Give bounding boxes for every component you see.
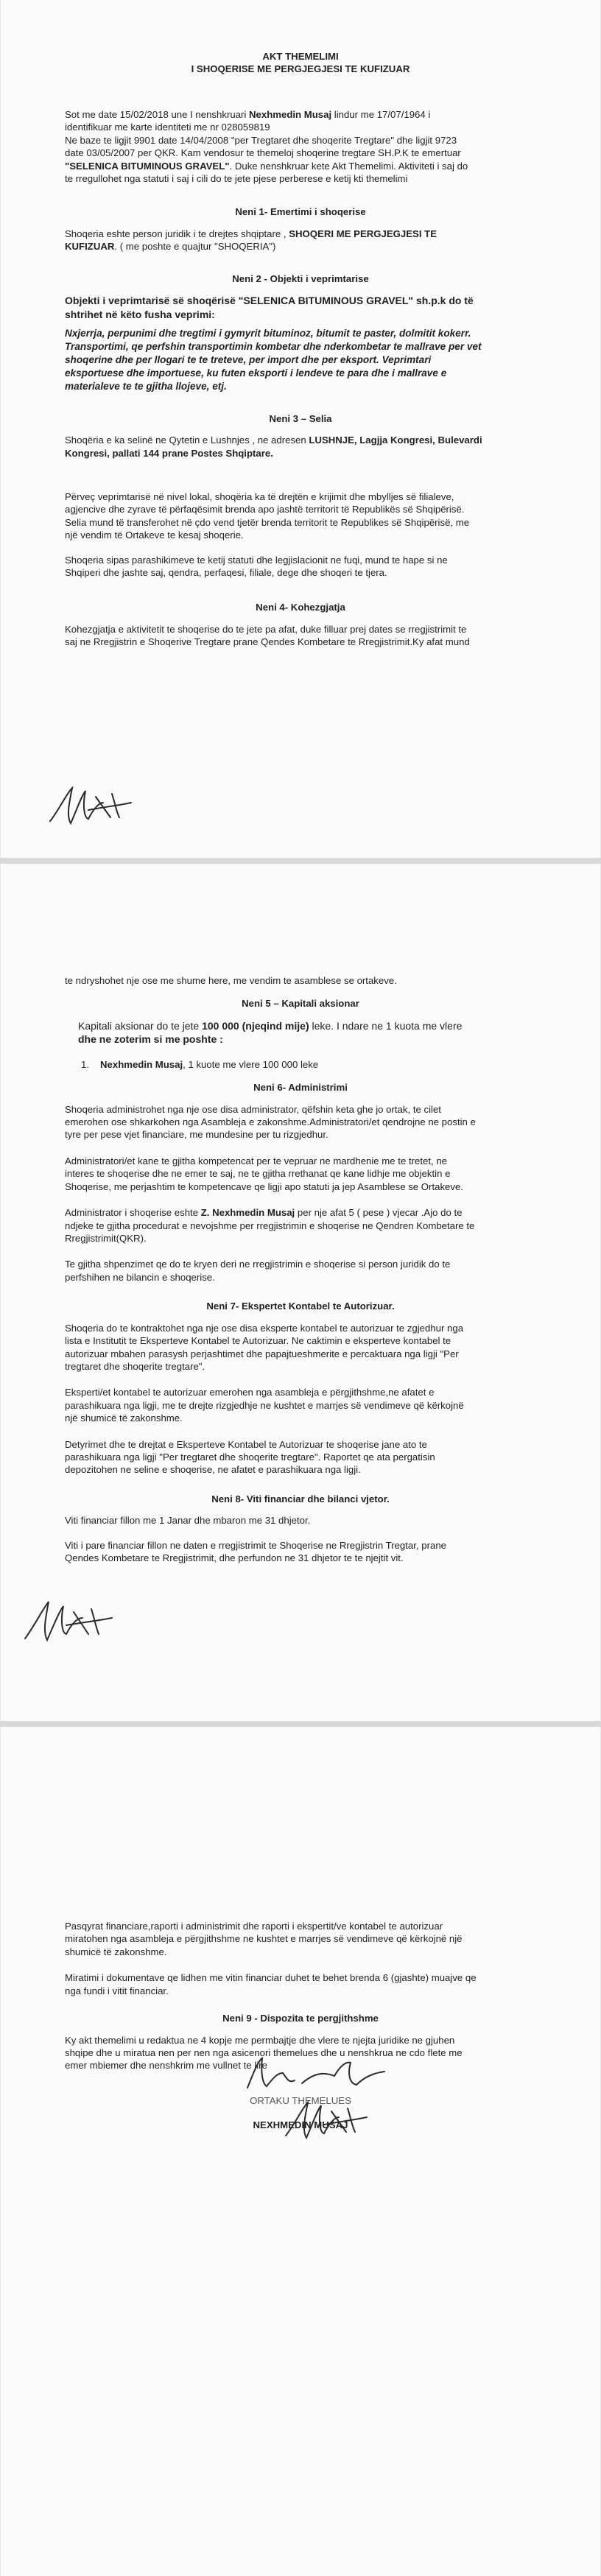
signature-label: ORTAKU THEMELUES — [250, 2094, 351, 2106]
article-7-heading: Neni 7- Ekspertet Kontabel te Autorizuar. — [206, 1301, 395, 1312]
handwritten-signature — [44, 781, 140, 835]
article-2-text: Objekti i veprimtarisë së shoqërisë "SELENICA BITUMINOUS GRAVEL" sh.p.k do të shtrihet në këto fusha veprimi: — [65, 295, 474, 320]
article-3-heading: Neni 3 – Selia — [269, 412, 332, 424]
signatory-name: NEXHMEDIN MUSAJ — [253, 2119, 348, 2131]
intro-paragraph: Sot me date 15/02/2018 une I nenshkruari Nexhmedin Musaj lindur me 17/07/1964 i identifikuar me karte identiteti me nr 028059819 Ne baze te ligjit 9901 date 14/04/2008 "per Tregtaret dhe shoqerite Tregtare" dhe ligjit 9723 date 03/05/2007 per QKR. Kam vendosur te themeloj shoqerine tregtare SH.P.K te emertuar "SELENICA BITUMINOUS GRAVEL". Duke nenshkruar kete Akt Themelimi. Aktiviteti i saj do te rregullohet nga statuti i saj i cili do te jete pjese perberese e ketij kti themelimi — [65, 108, 468, 184]
document-page-2 — [0, 864, 601, 1721]
article-1-text: Shoqeria eshte person juridik i te drejtes shqiptare , SHOQERI ME PERGJEGJESI TE KUFIZUAR. ( me poshte e quajtur "SHOQERIA") — [65, 228, 437, 253]
article-3-address: Shoqëria e ka selinë ne Qytetin e Lushnjes , ne adresen LUSHNJE, Lagjja Kongresi, Bulevardi Kongresi, pallati 144 prane Postes Shqiptare. — [65, 434, 482, 459]
article-5-heading: Neni 5 – Kapitali aksionar — [242, 998, 359, 1010]
shareholder-list-item: 1. Nexhmedin Musaj, 1 kuote me vlere 100 000 leke — [81, 1058, 319, 1070]
article-4-continuation: te ndryshohet nje ose me shume here, me vendim te asamblese se ortakeve. — [65, 975, 397, 986]
article-7-p1: Shoqeria do te kontraktohet nga nje ose disa eksperte kontabel te autorizuar te zgjedhur nga lista e Institutit te Eksperteve Kontabel te Autorizuar. Ne caktimin e eksperteve kontabel te autorizuar mbahen parasysh perjashtimet dhe papajtueshmerite e percaktuara nga ligji "Per tregtaret dhe shoqerite tregtare". — [65, 1322, 464, 1372]
article-7-p2: Eksperti/et kontabel te autorizuar emerohen nga asambleja e përgjithshme,ne afatet e parashikuara nga ligji, me te drejte rizgjedhje ne kushtet e marrjes së vendimeve që kërkojnë një shumicë të zakonshme. — [65, 1387, 464, 1424]
article-8-p1: Viti financiar fillon me 1 Janar dhe mbaron me 31 dhjetor. — [65, 1515, 311, 1527]
article-6-p3: Administrator i shoqerise eshte Z. Nexhmedin Musaj per nje afat 5 ( pese ) vjecar .Ajo do te ndjeke te gjitha procedurat e nevojshme per rregjistrimin e shoqerise ne Qendren Kombetare te Rregjistrimit(QKR). — [65, 1207, 475, 1244]
article-6-heading: Neni 6- Administrimi — [253, 1082, 348, 1094]
article-3-branches: Përveç veprimtarisë në nivel lokal, shoqëria ka të drejtën e krijimit dhe mbylljes së filialeve, agjencive dhe zyrave të përfaqësimit brenda apo jashtë territorit të Republikës së Shqipërisë. Selia mund të transferohet në çdo vend tjetër brenda territorit te Republikes së Shqipërisë, me një vendim të Ortakeve te kesaj shoqerie. — [65, 490, 470, 541]
article-2-heading: Neni 2 - Objekti i veprimtarise — [232, 272, 369, 284]
article-8-p3: Pasqyrat financiare,raporti i administrimit dhe raporti i ekspertit/ve kontabel te autorizuar miratohen nga asambleja e përgjithshme ne kushtet e marrjes së vendimeve që kërkojnë një shumicë të zakonshme. — [65, 1921, 463, 1957]
article-3-offices: Shoqeria sipas parashikimeve te ketij statuti dhe legjislacionit ne fuqi, mund te hape si ne Shqiperi dhe jashte saj, qendra, perfaqesi, filiale, dege dhe shoqeri te tjera. — [65, 554, 448, 579]
founder-name: Nexhmedin Musaj — [249, 108, 332, 120]
article-2-activities: Nxjerrja, perpunimi dhe tregtimi i gymyrit bituminoz, bitumit te paster, dolmitit kokerr. Transportimi, qe perfshin transportimin kombetar dhe nderkombetar te mallrave per vet shoqerine dhe per llogari te te treteve, per import dhe per eksport. Veprimtari eksportuese dhe importuese, ku futen eksporti i lendeve te para dhe i mallrave e materialeve te te gjitha llojeve, etj. — [65, 328, 482, 392]
document-title: AKT THEMELIMI — [262, 51, 339, 62]
article-6-p1: Shoqeria administrohet nga nje ose disa administrator, qëfshin keta ghe jo ortak, te cilet emerohen ose shkarkohen nga Asambleja e zakonshme.Administratori/et qendrojne ne postin e tyre per pese vjet financiare, me mundesine per tu rizgjedhur. — [65, 1103, 476, 1141]
document-page-3 — [0, 1727, 601, 2576]
document-page-1 — [0, 0, 601, 858]
article-8-heading: Neni 8- Viti financiar dhe bilanci vjetor. — [211, 1493, 390, 1505]
article-6-p2: Administratori/et kane te gjitha kompetencat per te vepruar ne mardhenie me te tretet, ne interes te shoqerise dhe ne emer te saj, ne te gjitha rrethanat qe kane lidhje me objektin e Shoqerise, me perjashtim te kompetencave qe ligji apo statuti ja jep Asamblese se Ortakeve. — [65, 1155, 463, 1192]
article-8-p4: Miratimi i dokumentave qe lidhen me vitin financiar duhet te behet brenda 6 (gjashte) muajve qe nga fundi i vitit financiar. — [65, 1972, 477, 1996]
article-7-p3: Detyrimet dhe te drejtat e Eksperteve Kontabel te Autorizuar te shoqerise jane ato te parashikuara nga ligji "Per tregtaret dhe shoqerite tregtare". Raportet qe ata pergatisin depozitohen ne seline e shoqerise, ne afatet e parashikuara nga ligji. — [65, 1438, 435, 1476]
company-name: "SELENICA BITUMINOUS GRAVEL" — [65, 160, 230, 172]
article-8-p2: Viti i pare financiar fillon ne daten e rregjistrimit te Shoqerise ne Rregjistrin Tregtar, prane Qendes Kombetare te Rregjistrimit, dhe perfundon ne 31 dhjetor te te njejtit vit. — [65, 1539, 446, 1564]
article-4-text: Kohezgjatja e aktivitetit te shoqerise do te jete pa afat, duke filluar prej dates se rregjistrimit te saj ne Rregjistrin e Shoqerive Tregtare prane Qendes Kombetare te Rregjistrimit.Ky afat mund — [65, 623, 470, 648]
handwritten-signature-main — [243, 2051, 390, 2101]
handwritten-signature-initials — [280, 2095, 376, 2150]
handwritten-signature — [18, 1593, 121, 1655]
article-6-p4: Te gjitha shpenzimet qe do te kryen deri ne rregjistrimin e shoqerise si person juridik do te perfshihen ne bilancin e shoqerise. — [65, 1259, 451, 1283]
article-9-heading: Neni 9 - Dispozita te pergjithshme — [222, 2013, 379, 2024]
document-subtitle: I SHOQERISE ME PERGJEGJESI TE KUFIZUAR — [191, 63, 410, 75]
article-1-heading: Neni 1- Emertimi i shoqerise — [235, 206, 366, 218]
article-4-heading: Neni 4- Kohezgjatja — [256, 602, 345, 613]
article-9-text: Ky akt themelimi u redaktua ne 4 kopje me permbajtje dhe vlere te njejta juridike ne gjuhen shqipe dhe u miratua nen per nen nga asicenori themelues dhe u nenshkrua ne cdo flete me emer mbiemer dhe nenshkrim me vullnet te lire — [65, 2034, 463, 2072]
article-5-capital: Kapitali aksionar do te jete 100 000 (njeqind mije) leke. I ndare ne 1 kuota me vlere dhe ne zoterim si me poshte : — [78, 1019, 463, 1046]
